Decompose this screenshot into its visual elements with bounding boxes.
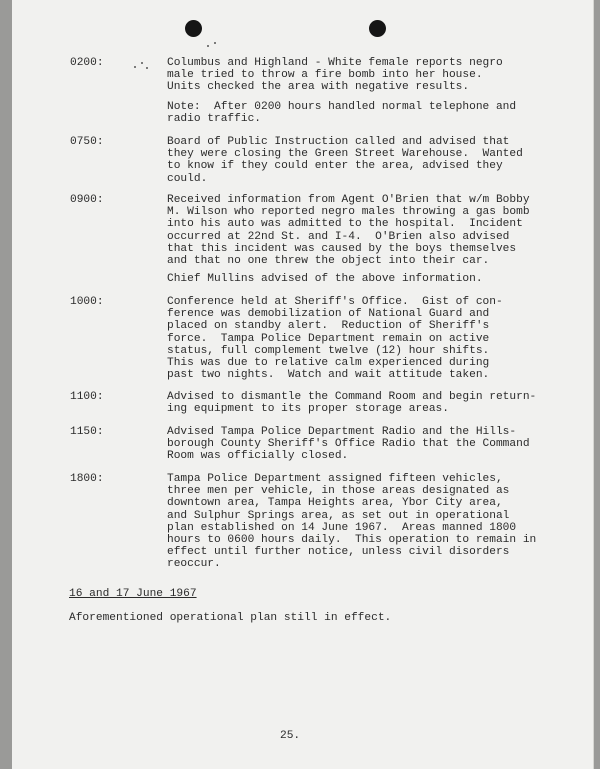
punch-hole-right — [369, 20, 386, 37]
entry-time: 0750: — [70, 136, 104, 148]
ink-speck — [146, 67, 148, 69]
entry-time: 1150: — [70, 426, 104, 438]
punch-hole-left — [185, 20, 202, 37]
section-body: Aforementioned operational plan still in effect. — [69, 612, 392, 624]
entry-text: Board of Public Instruction called and advised that they were closing the Green Street Warehouse. Wanted to know if they could enter the area, advised they could. — [167, 136, 523, 185]
entry-time: 1100: — [70, 391, 104, 403]
entry-time: 0900: — [70, 194, 104, 206]
document-page — [12, 0, 594, 769]
entry-text: Note: After 0200 hours handled normal telephone and radio traffic. — [167, 101, 517, 126]
entry-text: Advised to dismantle the Command Room and begin return- ing equipment to its proper storage areas. — [167, 391, 537, 416]
entry-text: Conference held at Sheriff's Office. Gist of con- ference was demobilization of National Guard and placed on standby alert. Reduction of Sheriff's force. Tampa Police Department remain on active status, full complement twelve (12) hour shifts. This was due to relative calm experienced during past two nights. Watch and wait attitude taken. — [167, 296, 503, 382]
ink-speck — [214, 42, 216, 44]
ink-speck — [134, 66, 136, 68]
page-number: 25. — [280, 730, 301, 742]
entry-text: Advised Tampa Police Department Radio and the Hills- borough County Sheriff's Office Radio that the Command Room was officially closed. — [167, 426, 530, 463]
entry-text: Chief Mullins advised of the above information. — [167, 273, 483, 285]
entry-time: 1800: — [70, 473, 104, 485]
entry-text: Columbus and Highland - White female reports negro male tried to throw a fire bomb into her house. Units checked the area with negative results. — [167, 57, 503, 94]
entry-time: 1000: — [70, 296, 104, 308]
section-heading: 16 and 17 June 1967 — [69, 588, 197, 600]
ink-speck — [141, 62, 143, 64]
ink-speck — [207, 45, 209, 47]
entry-text: Tampa Police Department assigned fifteen vehicles, three men per vehicle, in those areas designated as downtown area, Tampa Heights area, Ybor City area, and Sulphur Springs area, as set out in operational plan established on 14 June 1967. Areas manned 1800 hours to 0600 hours daily. This operation to remain in effect until further notice, unless civil disorders reoccur. — [167, 473, 537, 571]
entry-text: Received information from Agent O'Brien that w/m Bobby M. Wilson who reported negro males throwing a gas bomb into his auto was admitted to the hospital. Incident occurred at 22nd St. and I-4. O'Brien also advised that this incident was caused by the boys themselves and that no one threw the object into their car. — [167, 194, 530, 268]
entry-time: 0200: — [70, 57, 104, 69]
